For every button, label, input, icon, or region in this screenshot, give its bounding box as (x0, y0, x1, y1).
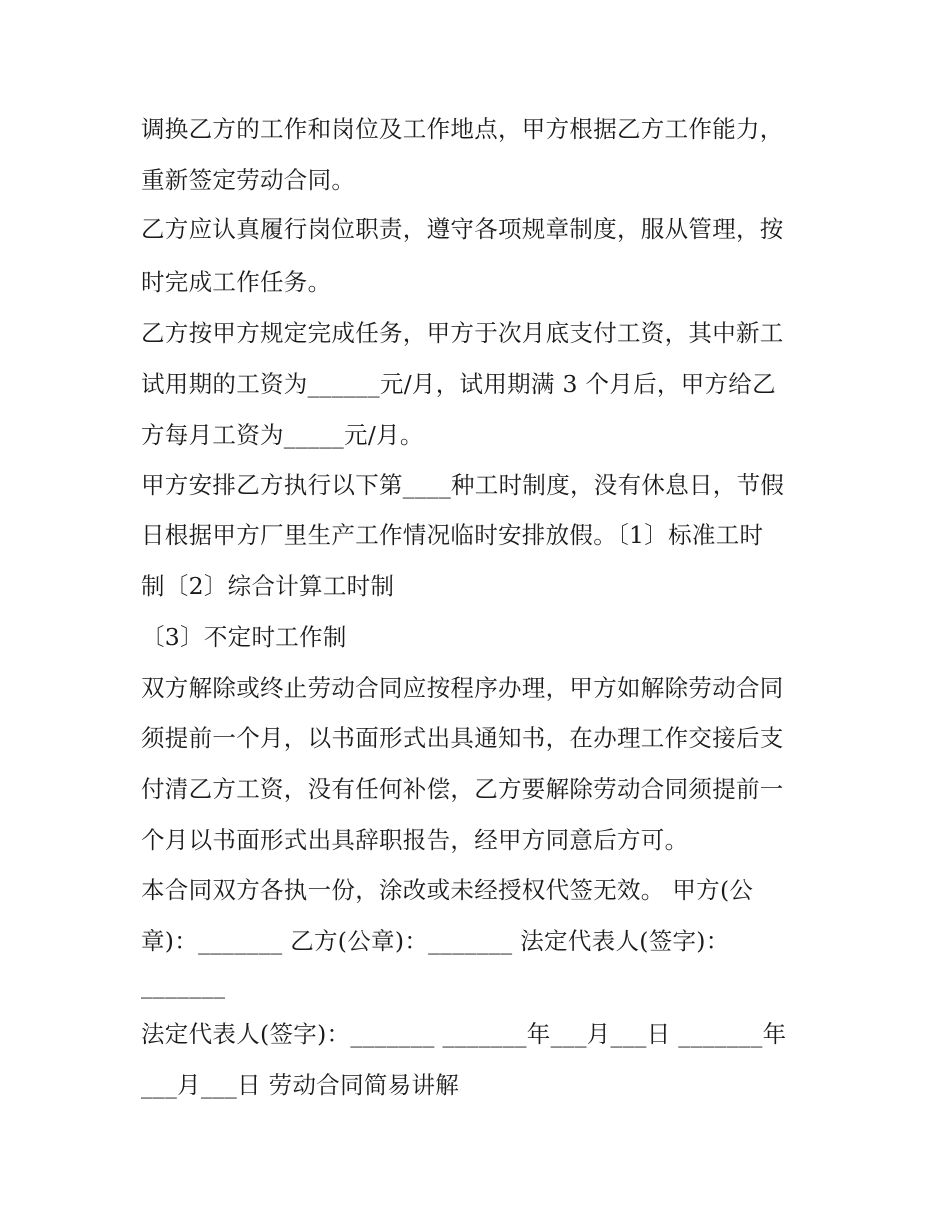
text-line: 本合同双方各执一份，涂改或未经授权代签无效。 甲方(公 (141, 876, 754, 904)
text-line: 乙方按甲方规定完成任务，甲方于次月底支付工资，其中新工 (141, 319, 784, 347)
text-line: 日根据甲方厂里生产工作情况临时安排放假。〔1〕标准工时 (141, 521, 764, 549)
text-line: 乙方应认真履行岗位职责，遵守各项规章制度，服从管理，按 (141, 215, 784, 243)
text-line: 付清乙方工资，没有任何补偿，乙方要解除劳动合同须提前一 (141, 775, 784, 803)
text-line: 方每月工资为_____元/月。 (141, 421, 424, 449)
text-line: 制〔2〕综合计算工时制 (141, 572, 395, 600)
text-line: ___月___日 劳动合同简易讲解 (141, 1071, 460, 1099)
text-line: 重新签定劳动合同。 (141, 166, 356, 194)
text-line: _______ (141, 971, 226, 999)
text-line: 甲方安排乙方执行以下第____种工时制度，没有休息日，节假 (141, 471, 785, 499)
text-line: 时完成工作任务。 (141, 268, 332, 296)
text-line: 双方解除或终止劳动合同应按程序办理，甲方如解除劳动合同 (141, 674, 784, 702)
text-line: 须提前一个月，以书面形式出具通知书，在办理工作交接后支 (141, 724, 784, 752)
text-line: 调换乙方的工作和岗位及工作地点，甲方根据乙方工作能力， (141, 115, 784, 143)
text-line: 〔3〕不定时工作制 (141, 623, 347, 651)
text-line: 试用期的工资为______元/月，试用期满 3 个月后，甲方给乙 (141, 370, 776, 398)
text-line: 章)：_______ 乙方(公章)：_______ 法定代表人(签字)： (141, 927, 730, 955)
text-line: 个月以书面形式出具辞职报告，经甲方同意后方可。 (141, 826, 689, 854)
text-line: 法定代表人(签字)：_______ _______年___月___日 _______年 (141, 1020, 787, 1048)
